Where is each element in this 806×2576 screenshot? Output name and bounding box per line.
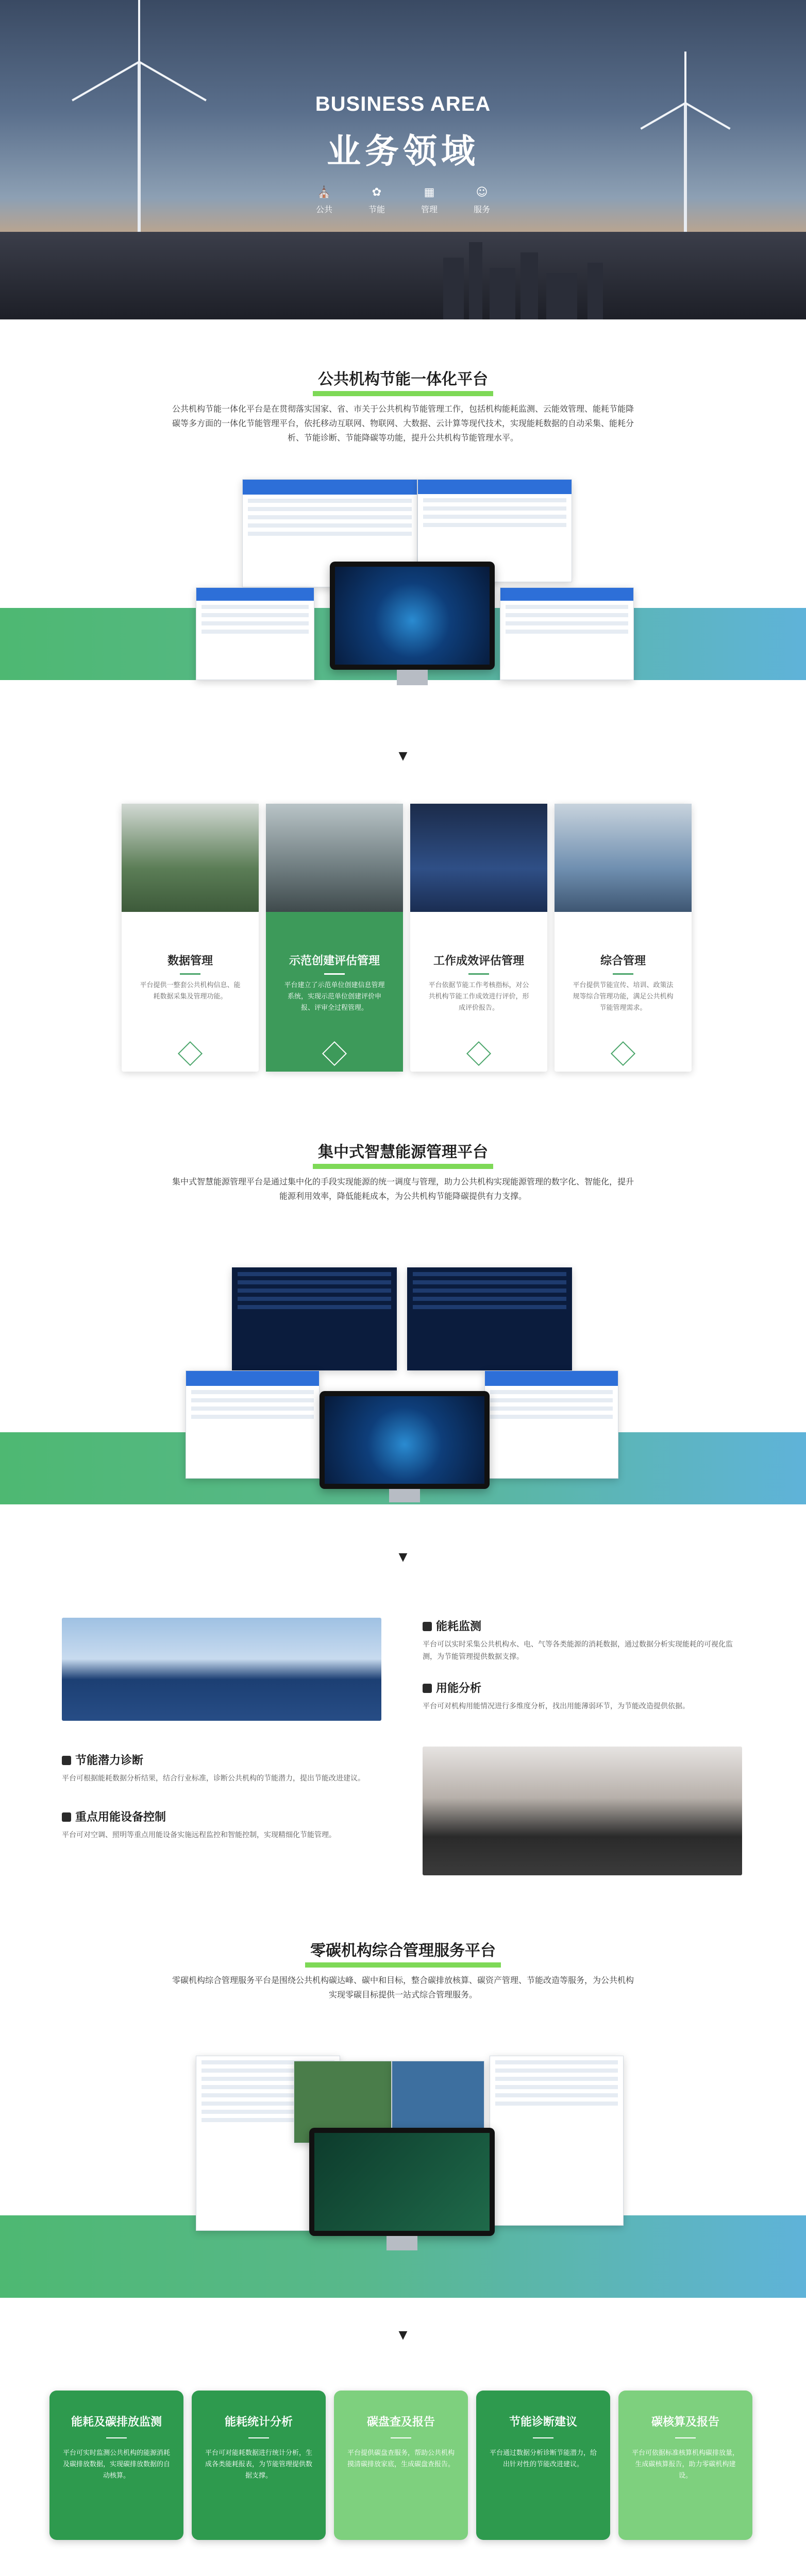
section-desc: 集中式智慧能源管理平台是通过集中化的手段实现能源的统一调度与管理，助力公共机构实现能源管理的数字化、智能化，提升能源利用效率，降低能耗成本，为公共机构节能降碳提供有力支撑。 — [172, 1177, 634, 1201]
chevron-down-icon: ▼ — [398, 2329, 408, 2342]
chevron-down-icon: ▼ — [398, 1551, 408, 1564]
feature-card[interactable] — [122, 804, 259, 1072]
service-card[interactable] — [334, 2391, 468, 2540]
potential-icon — [62, 1756, 71, 1765]
monitor-stand — [397, 670, 428, 685]
section-desc: 公共机构节能一体化平台是在贯彻落实国家、省、市关于公共机构节能管理工作，包括机构能耗监测、云能效管理、能耗节能降碳等多方面的一体化节能管理平台，依托移动互联网、物联网、大数据、云计算等现代技术，实现能耗数据的自动采集、能耗分析、节能诊断、节能降碳等功能，提升公共机构节能管理水平。 — [172, 404, 634, 443]
screen-mockup — [232, 1267, 397, 1370]
card-title: 综合管理 — [600, 955, 646, 968]
energy-device-desc: 平台可对空调、照明等重点用能设备实施远程监控和智能控制，实现精细化节能管理。 — [62, 1831, 336, 1839]
hero-nav-item[interactable] — [368, 185, 385, 215]
energy-potential-title: 节能潜力诊断 — [62, 1752, 143, 1768]
meeting-photo — [266, 804, 403, 912]
energy-monitor-desc: 平台可以实时采集公共机构水、电、气等各类能源的消耗数据，通过数据分析实现能耗的可视化监测，为节能管理提供数据支撑。 — [423, 1640, 733, 1661]
energy-analysis-title: 用能分析 — [423, 1680, 481, 1696]
screen-mockup — [196, 587, 314, 680]
hero-banner — [0, 0, 806, 319]
monitor-icon — [423, 1622, 432, 1631]
section-title: 集中式智慧能源管理平台 — [0, 1144, 806, 1169]
building-icon: ⛪ — [317, 185, 331, 199]
chart-icon: ▦ — [424, 185, 435, 199]
screen-mockup — [500, 587, 634, 680]
service-card-desc: 平台可依据标准核算机构碳排放量，生成碳核算报告，助力零碳机构建设。 — [632, 2449, 740, 2480]
card-title: 示范创建评估管理 — [289, 955, 380, 968]
city-skyline — [0, 232, 806, 319]
energy-monitor-title: 能耗监测 — [423, 1618, 481, 1634]
hero-title-cn: 业务领域 — [327, 131, 479, 171]
hero-nav-label: 节能 — [368, 205, 385, 214]
hero-title-en: BUSINESS AREA — [315, 93, 491, 115]
service-card-desc: 平台提供碳盘查服务，帮助公共机构摸清碳排放家底，生成碳盘查报告。 — [347, 2449, 455, 2468]
service-card-title: 能耗统计分析 — [224, 2416, 293, 2429]
leaf-icon: ✿ — [372, 185, 382, 199]
service-card-desc: 平台可实时监测公共机构的能源消耗及碳排放数据，实现碳排放数据的自动核算。 — [63, 2449, 171, 2480]
screen-mockup — [186, 1370, 320, 1479]
service-card-title: 节能诊断建议 — [509, 2416, 577, 2429]
feature-card[interactable] — [555, 804, 692, 1072]
feature-card[interactable] — [266, 804, 403, 1072]
meeting-photo — [410, 804, 547, 912]
service-card[interactable] — [192, 2391, 326, 2540]
energy-analysis-desc: 平台可对机构用能情况进行多维度分析，找出用能薄弱环节，为节能改造提供依据。 — [423, 1702, 690, 1710]
chevron-down-icon: ▼ — [398, 750, 408, 762]
service-card-desc: 平台通过数据分析诊断节能潜力，给出针对性的节能改进建议。 — [490, 2449, 597, 2468]
device-icon — [62, 1812, 71, 1822]
service-card[interactable] — [618, 2391, 752, 2540]
person-icon: ☺ — [476, 185, 488, 199]
monitor-mockup — [320, 1391, 490, 1489]
team-photo — [423, 1747, 742, 1875]
monitor-mockup — [309, 2128, 495, 2236]
screen-mockup — [484, 1370, 618, 1479]
service-card[interactable] — [476, 2391, 610, 2540]
analysis-icon — [423, 1684, 432, 1693]
service-card-title: 能耗及碳排放监测 — [71, 2416, 162, 2429]
solar-panel-photo — [62, 1618, 381, 1721]
energy-potential-desc: 平台可根据能耗数据分析结果，结合行业标准，诊断公共机构的节能潜力，提出节能改进建议。 — [62, 1774, 365, 1783]
card-title: 数据管理 — [167, 955, 213, 968]
card-desc: 平台提供一整套公共机构信息、能耗数据采集及管理功能。 — [140, 981, 241, 1001]
hero-nav-label: 服务 — [474, 205, 491, 214]
card-desc: 平台依据节能工作考核指标，对公共机构节能工作成效进行评价，形成评价报告。 — [428, 981, 529, 1012]
card-desc: 平台建立了示范单位创建信息管理系统，实现示范单位创建评价申报、评审全过程管理。 — [284, 981, 385, 1012]
service-card-desc: 平台可对能耗数据进行统计分析，生成各类能耗报表，为节能管理提供数据支撑。 — [205, 2449, 313, 2480]
service-card-title: 碳盘查及报告 — [366, 2416, 435, 2429]
section-title: 公共机构节能一体化平台 — [0, 371, 806, 396]
meeting-photo — [122, 804, 259, 912]
service-card[interactable] — [49, 2391, 183, 2540]
hero-nav-label: 公共 — [315, 205, 332, 214]
energy-device-title: 重点用能设备控制 — [62, 1808, 166, 1824]
section-title: 零碳机构综合管理服务平台 — [0, 1942, 806, 1968]
hero-nav-item[interactable] — [421, 185, 438, 215]
service-card-title: 碳核算及报告 — [651, 2416, 719, 2429]
hero-nav-label: 管理 — [421, 205, 438, 214]
card-title: 工作成效评估管理 — [433, 955, 524, 968]
section-desc: 零碳机构综合管理服务平台是围绕公共机构碳达峰、碳中和目标，整合碳排放核算、碳资产管理、节能改造等服务，为公共机构实现零碳目标提供一站式综合管理服务。 — [172, 1975, 634, 1999]
monitor-stand — [387, 2236, 417, 2250]
hero-nav-item[interactable] — [316, 185, 332, 215]
certificate-mockup — [490, 2056, 624, 2226]
card-desc: 平台提供节能宣传、培训、政策法规等综合管理功能，满足公共机构节能管理需求。 — [573, 981, 674, 1012]
hero-nav — [0, 185, 806, 215]
monitor-stand — [389, 1489, 420, 1502]
hero-nav-item[interactable] — [474, 185, 490, 215]
monitor-mockup — [330, 562, 495, 670]
screen-mockup — [407, 1267, 572, 1370]
feature-card[interactable] — [410, 804, 547, 1072]
meeting-photo — [555, 804, 692, 912]
